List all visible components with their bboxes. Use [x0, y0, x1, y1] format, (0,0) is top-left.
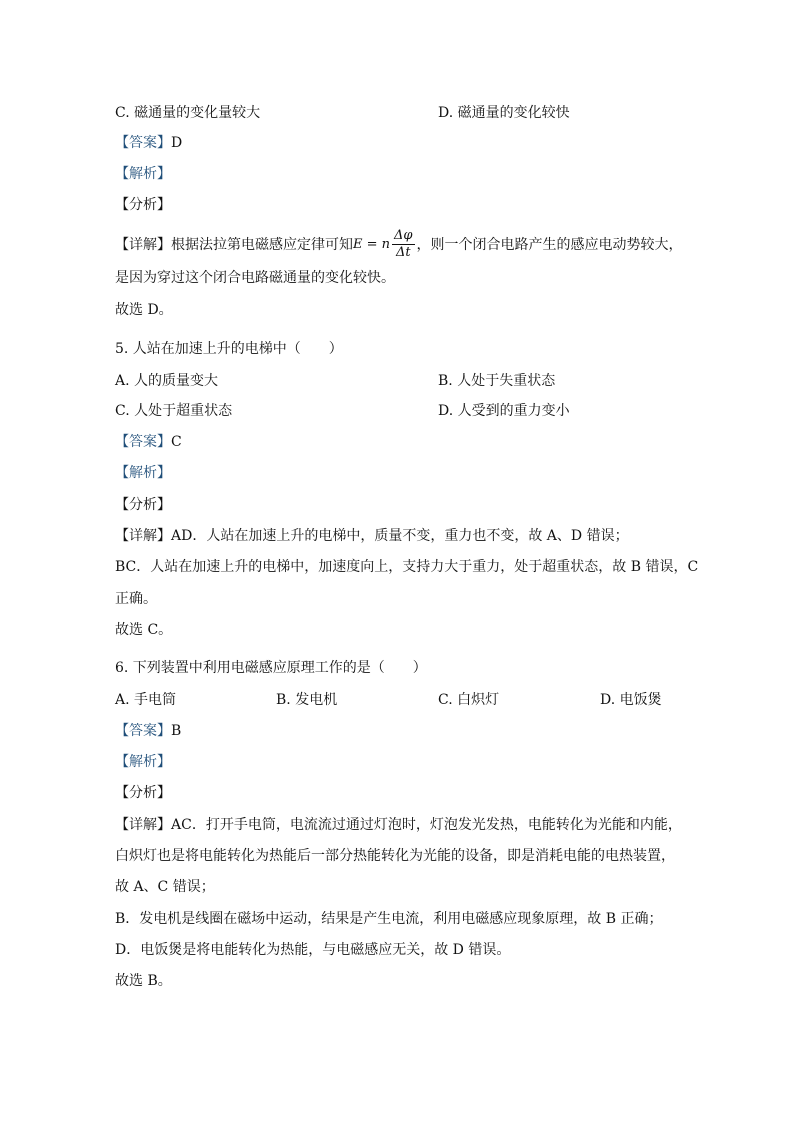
q4-option-c: C. 磁通量的变化量较大 [115, 105, 261, 121]
formula-lhs: E = n [353, 237, 391, 252]
q6-conclusion: 故选 B。 [115, 973, 172, 989]
formula-fraction [392, 228, 415, 261]
detail-tag: 【详解】 [115, 528, 171, 544]
q4-answer-line [115, 133, 182, 153]
q5-detail1: AD．人站在加速上升的电梯中，质量不变，重力也不变，故 A、D 错误； [171, 528, 629, 544]
q6-detail-line3: 故 A、C 错误； [115, 879, 215, 895]
q6-detail-line2: 白炽灯也是将电能转化为热能后一部分热能转化为光能的设备，即是消耗电能的电热装置， [115, 848, 675, 864]
q6-answer: B [171, 723, 182, 739]
q5-detail-line2: BC．人站在加速上升的电梯中，加速度向上，支持力大于重力，处于超重状态，故 B 错误，C [115, 559, 699, 575]
q5-detail-line1 [115, 526, 629, 546]
q4-detail-pre: 根据法拉第电磁感应定律可知 [171, 237, 353, 253]
q5-answer-line [115, 432, 182, 452]
q5-conclusion: 故选 C。 [115, 622, 173, 638]
q6-option-a: A. 手电筒 [115, 692, 177, 708]
answer-tag: 【答案】 [115, 135, 171, 151]
q4-conclusion: 故选 D。 [115, 302, 173, 318]
detail-tag: 【详解】 [115, 817, 171, 833]
q6-option-d: D. 电饭煲 [600, 692, 662, 708]
faraday-formula [353, 227, 417, 263]
q4-detail-post: ，则一个闭合电路产生的感应电动势较大， [416, 237, 683, 253]
q4-detail-line2: 是因为穿过这个闭合电路磁通量的变化较快。 [115, 270, 395, 286]
q5-analysis-tag: 【解析】 [115, 465, 171, 481]
q5-option-c: C. 人处于超重状态 [115, 403, 233, 419]
q6-detail-line5: D．电饭煲是将电能转化为热能，与电磁感应无关，故 D 错误。 [115, 942, 511, 958]
q5-question: 5. 人站在加速上升的电梯中（ ） [115, 341, 343, 357]
q5-option-a: A. 人的质量变大 [115, 373, 219, 389]
answer-tag: 【答案】 [115, 723, 171, 739]
q5-option-b: B. 人处于失重状态 [438, 373, 556, 389]
q6-option-c: C. 白炽灯 [438, 692, 500, 708]
q4-fenxi-tag: 【分析】 [115, 197, 171, 213]
q6-question: 6. 下列装置中利用电磁感应原理工作的是（ ） [115, 660, 427, 676]
formula-denominator: Δt [395, 245, 411, 260]
answer-tag: 【答案】 [115, 434, 171, 450]
q5-option-d: D. 人受到的重力变小 [438, 403, 570, 419]
formula-numerator: Δφ [394, 228, 413, 243]
q5-detail-line3: 正确。 [115, 591, 157, 607]
q5-fenxi-tag: 【分析】 [115, 497, 171, 513]
q6-option-b: B. 发电机 [276, 692, 338, 708]
detail-tag: 【详解】 [115, 237, 171, 253]
q4-detail-line1 [115, 227, 683, 263]
q6-analysis-tag: 【解析】 [115, 754, 171, 770]
q6-detail-line4: B．发电机是线圈在磁场中运动，结果是产生电流，利用电磁感应现象原理，故 B 正确； [115, 911, 663, 927]
q6-fenxi-tag: 【分析】 [115, 785, 171, 801]
q6-answer-line [115, 721, 181, 741]
q6-detail-line1 [115, 815, 682, 835]
q4-option-d: D. 磁通量的变化较快 [438, 105, 570, 121]
q5-answer: C [171, 434, 182, 450]
q4-analysis-tag: 【解析】 [115, 166, 171, 182]
q6-detail1: AC．打开手电筒，电流流过通过灯泡时，灯泡发光发热，电能转化为光能和内能， [171, 817, 682, 833]
q4-answer: D [171, 135, 183, 151]
